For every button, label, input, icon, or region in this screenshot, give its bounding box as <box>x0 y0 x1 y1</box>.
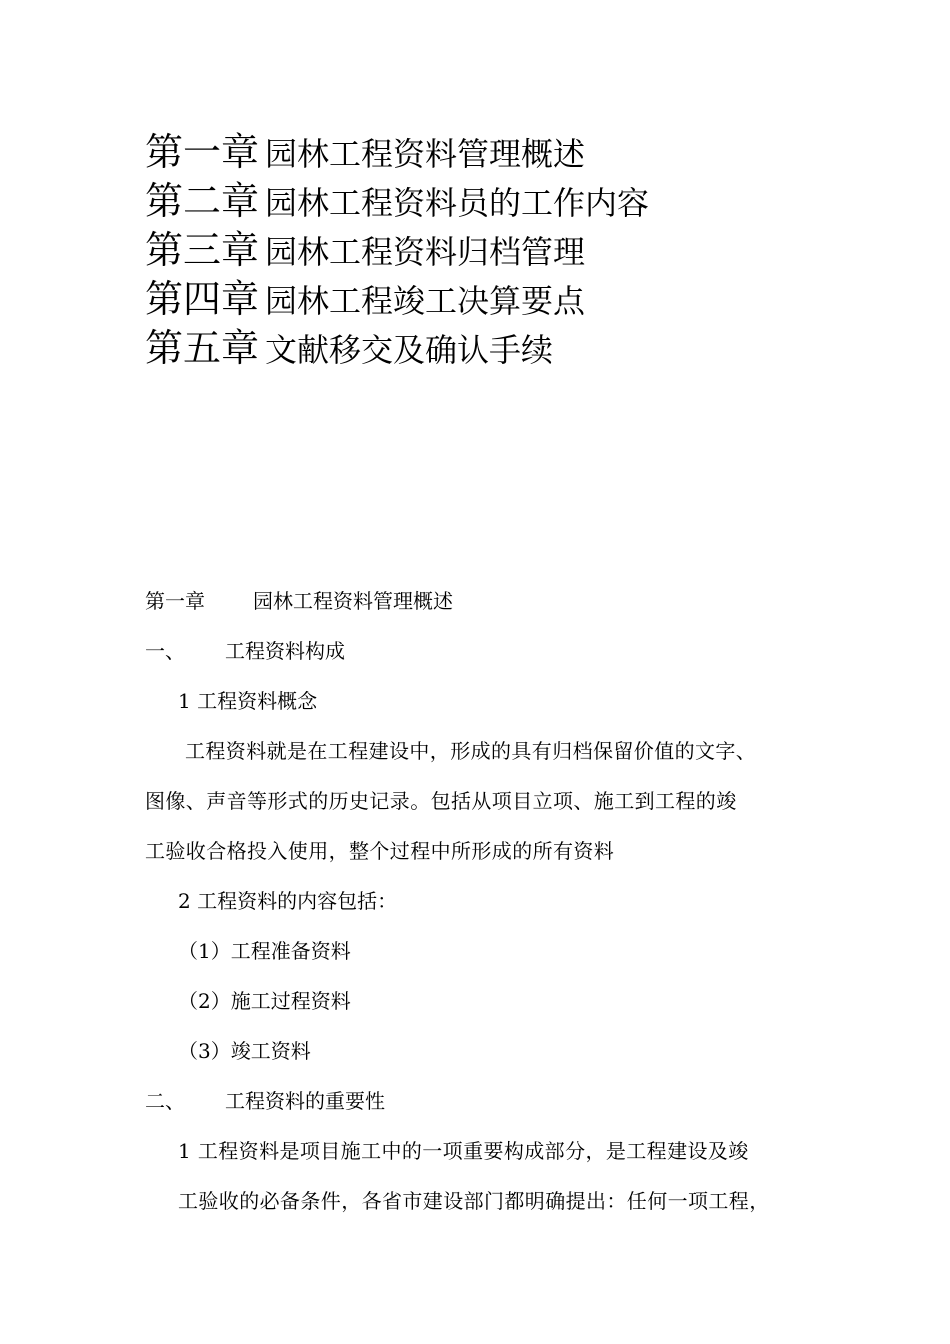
toc-chapter-title: 文献移交及确认手续 <box>265 331 554 369</box>
toc-chapter-title: 园林工程资料员的工作内容 <box>265 184 650 222</box>
section-title: 工程资料构成 <box>225 639 345 663</box>
toc-entry <box>145 324 865 373</box>
table-of-contents <box>145 128 865 373</box>
section-number: 一、 <box>145 639 185 663</box>
toc-entry <box>145 275 865 324</box>
section-number: 二、 <box>145 1089 185 1113</box>
subheading: 2 工程资料的内容包括： <box>178 889 398 913</box>
toc-chapter-number: 第五章 <box>145 326 260 370</box>
toc-chapter-number: 第四章 <box>145 277 260 321</box>
subheading: 1 工程资料概念 <box>178 689 318 713</box>
toc-chapter-title: 园林工程资料管理概述 <box>265 135 586 173</box>
toc-chapter-title: 园林工程资料归档管理 <box>265 233 586 271</box>
toc-entry <box>145 128 865 177</box>
chapter-body <box>145 576 835 1226</box>
list-item: （1）工程准备资料 <box>178 939 351 963</box>
chapter-number: 第一章 <box>145 589 205 613</box>
chapter-title: 园林工程资料管理概述 <box>253 589 453 613</box>
paragraph-line: 工验收的必备条件，各省市建设部门都明确提出：任何一项工程， <box>178 1189 770 1213</box>
list-item: （3）竣工资料 <box>178 1039 311 1063</box>
paragraph-line: 1 工程资料是项目施工中的一项重要构成部分，是工程建设及竣 <box>178 1139 749 1163</box>
toc-chapter-number: 第二章 <box>145 179 260 223</box>
chapter-heading <box>145 576 835 626</box>
paragraph-line: 工程资料就是在工程建设中，形成的具有归档保留价值的文字、 <box>185 739 757 763</box>
toc-entry <box>145 177 865 226</box>
toc-chapter-number: 第一章 <box>145 130 260 174</box>
section-heading <box>145 1076 835 1126</box>
paragraph-line: 图像、声音等形式的历史记录。包括从项目立项、施工到工程的竣 <box>145 789 737 813</box>
paragraph-line: 工验收合格投入使用，整个过程中所形成的所有资料 <box>145 839 615 863</box>
toc-chapter-number: 第三章 <box>145 228 260 272</box>
list-item: （2）施工过程资料 <box>178 989 351 1013</box>
section-title: 工程资料的重要性 <box>225 1089 385 1113</box>
toc-entry <box>145 226 865 275</box>
toc-chapter-title: 园林工程竣工决算要点 <box>265 282 586 320</box>
section-heading <box>145 626 835 676</box>
